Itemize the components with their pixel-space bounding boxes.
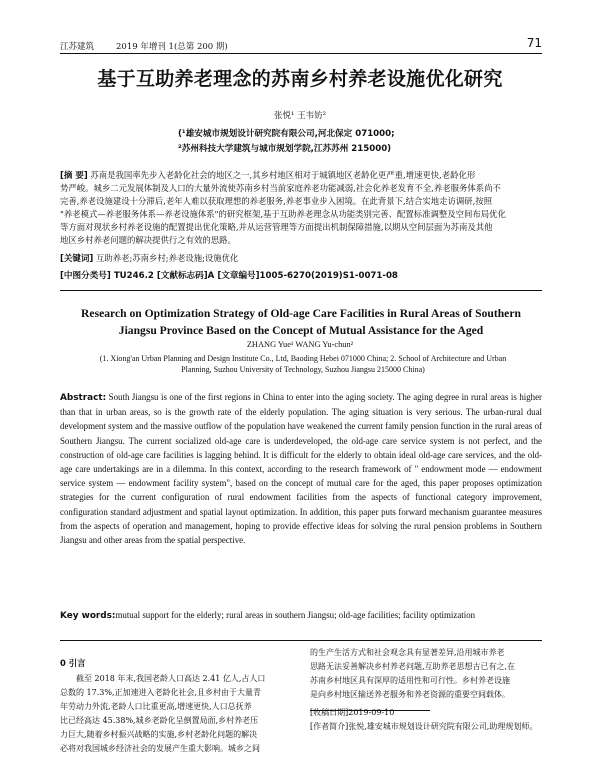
- title-en-line-2: Jiangsu Province Based on the Concept of Mutual Assistance for the Aged: [118, 324, 484, 337]
- page-number: 71: [526, 36, 542, 50]
- keywords-en-label: Key words:: [60, 611, 116, 621]
- abstract-cn-line: 等方面对现状乡村养老设施的配置提出优化策略,并从运营管理等方面提出机制保障措施,以期从空间层面为苏南及其他: [60, 222, 493, 232]
- abstract-cn-line: 完善,养老设施建设十分滞后,老年人难以获取理想的养老服务,养老事业步入困境。在此背景下,结合实地走访调研,按照: [60, 196, 493, 206]
- issue-info: 2019 年增刊 1(总第 200 期): [116, 42, 228, 52]
- abstract-en-text: South Jiangsu is one of the first regions in China to enter into the aging society. The aging degree in rural areas is higher than that in urban areas, so is the growth rate of the elderly population. The aging situation is very serious. The urban-rural dual development system and the massive outflow of the population have weakened the current family pension function in the rural areas of Southern Jiangsu. The current socialized old-age care is underdeveloped, the old-age care service system is not perfect, and the construction of old-age care facilities is lagging behind. It is difficult for the elderly to obtain ideal old-age care services, and the old-age care undertakings are in a dilemma. In this context, according to the research framework of " endowment mode — endowment service system — endowment facility system", based on the concept of mutual care for the aged, this paper proposes optimization strategies for the current configuration of rural endowment facilities from the aspects of functional category improvement, configuration standard adjustment and spatial layout optimization. In addition, this paper puts forward mechanism guarantee measures from the aspects of operation and management, hoping to provide effective ideas for solving the rural pension problems in Southern Jiangsu and other areas from the spatial perspective.: [60, 392, 543, 546]
- authors-en: ZHANG Yue¹ WANG Yu-chun²: [246, 340, 354, 349]
- article-id: [文章编号]1005-6270(2019)S1-0071-08: [217, 271, 398, 281]
- abstract-en: [60, 390, 542, 547]
- body-rule: [60, 640, 542, 641]
- keywords-en-block: [60, 608, 542, 623]
- body-line: 必将对我国城乡经济社会的发展产生重大影响。城乡之间: [60, 744, 260, 753]
- keywords-cn-label: [关键词]: [60, 254, 94, 264]
- body-line: 力巨大,随着乡村振兴战略的实施,乡村老龄化问题的解决: [60, 730, 258, 739]
- abstract-en-label: Abstract:: [60, 393, 107, 403]
- received-date: [收稿日期]2019-09-10: [310, 708, 395, 717]
- affiliation-en-line: Planning, Suzhou University of Technology, Suzhou Jiangsu 215000 China): [181, 365, 425, 374]
- section-rule: [60, 290, 542, 291]
- author-note: [作者简介]张悦,雄安城市规划设计研究院有限公司,助理规划师。: [310, 722, 538, 731]
- abstract-cn-label: [摘 要]: [60, 171, 88, 181]
- journal-name: 江苏建筑: [60, 42, 95, 52]
- abstract-cn-line: 势严峻。城乡二元发展体制及人口的大量外流使苏南乡村当前家庭养老功能减弱,社会化养老发育不全,养老服务体系尚不: [60, 183, 501, 193]
- paper-title-en: [60, 305, 542, 339]
- clc-number: [中图分类号] TU246.2: [60, 271, 154, 281]
- body-left-column: [60, 656, 293, 756]
- body-line: 的生产生活方式和社会观念具有显著差异,沿用城市养老: [310, 648, 505, 657]
- affiliations-en: [78, 353, 528, 375]
- abstract-cn-line: "养老模式—养老服务体系—养老设施体系"的研究框架,基于互助养老理念从功能类别完善、配置标准调整及空间布局优化: [60, 209, 506, 219]
- body-line: 思路无法妥善解决乡村养老问题,互助养老思想古已有之,在: [310, 662, 516, 671]
- journal-info: [60, 40, 228, 52]
- abstract-cn-line: 苏南是我国率先步入老龄化社会的地区之一,其乡村地区相对于城镇地区老龄化更严重,增速更快,老龄化形: [90, 170, 476, 180]
- affiliation-cn-1: (¹雄安城市规划设计研究院有限公司,河北保定 071000;: [178, 129, 395, 139]
- abstract-cn-line: 地区乡村养老问题的解决提供行之有效的思路。: [60, 235, 236, 245]
- title-en-line-1: Research on Optimization Strategy of Old-age Care Facilities in Rural Areas of Southern: [81, 307, 521, 320]
- body-line: 比已经高达 45.38%,城乡老龄化呈倒置局面,乡村养老压: [60, 716, 259, 725]
- header-rule: [60, 53, 542, 54]
- body-line: 截至 2018 年末,我国老龄人口高达 2.41 亿人,占人口: [76, 674, 266, 683]
- paper-title-cn: 基于互助养老理念的苏南乡村养老设施优化研究: [97, 68, 503, 90]
- affiliation-en-line: (1. Xiong'an Urban Planning and Design Institute Co., Ltd, Baoding Hebei 071000 China; 2. School of Architecture and Urban: [99, 354, 507, 363]
- running-header: [60, 34, 542, 52]
- section-heading: 0 引言: [60, 658, 86, 668]
- body-line: 苏南乡村地区具有深厚的适用性和可行性。乡村养老设施: [310, 676, 510, 685]
- keywords-en: mutual support for the elderly; rural areas in southern Jiangsu; old-age facilities; facility optimization: [115, 610, 476, 620]
- affiliation-cn-2: ²苏州科技大学建筑与城市规划学院,江苏苏州 215000): [178, 144, 392, 154]
- body-line: 总数的 17.3%,正加速进入老龄化社会,且乡村由于大量青: [60, 688, 262, 697]
- body-line: 年劳动力外流,老龄人口比重更高,增速更快,人口总抚养: [60, 702, 252, 711]
- doc-code: [文献标志码]A: [156, 271, 215, 281]
- authors-cn: 张悦¹ 王韦钫²: [273, 111, 327, 121]
- body-right-column: [310, 646, 542, 734]
- body-line: 是向乡村地区输送养老服务和养老资源的重要空间载体。: [310, 690, 510, 699]
- keywords-cn: 互助养老;苏南乡村;养老设施;设施优化: [95, 253, 239, 263]
- footnote-rule: [310, 710, 430, 711]
